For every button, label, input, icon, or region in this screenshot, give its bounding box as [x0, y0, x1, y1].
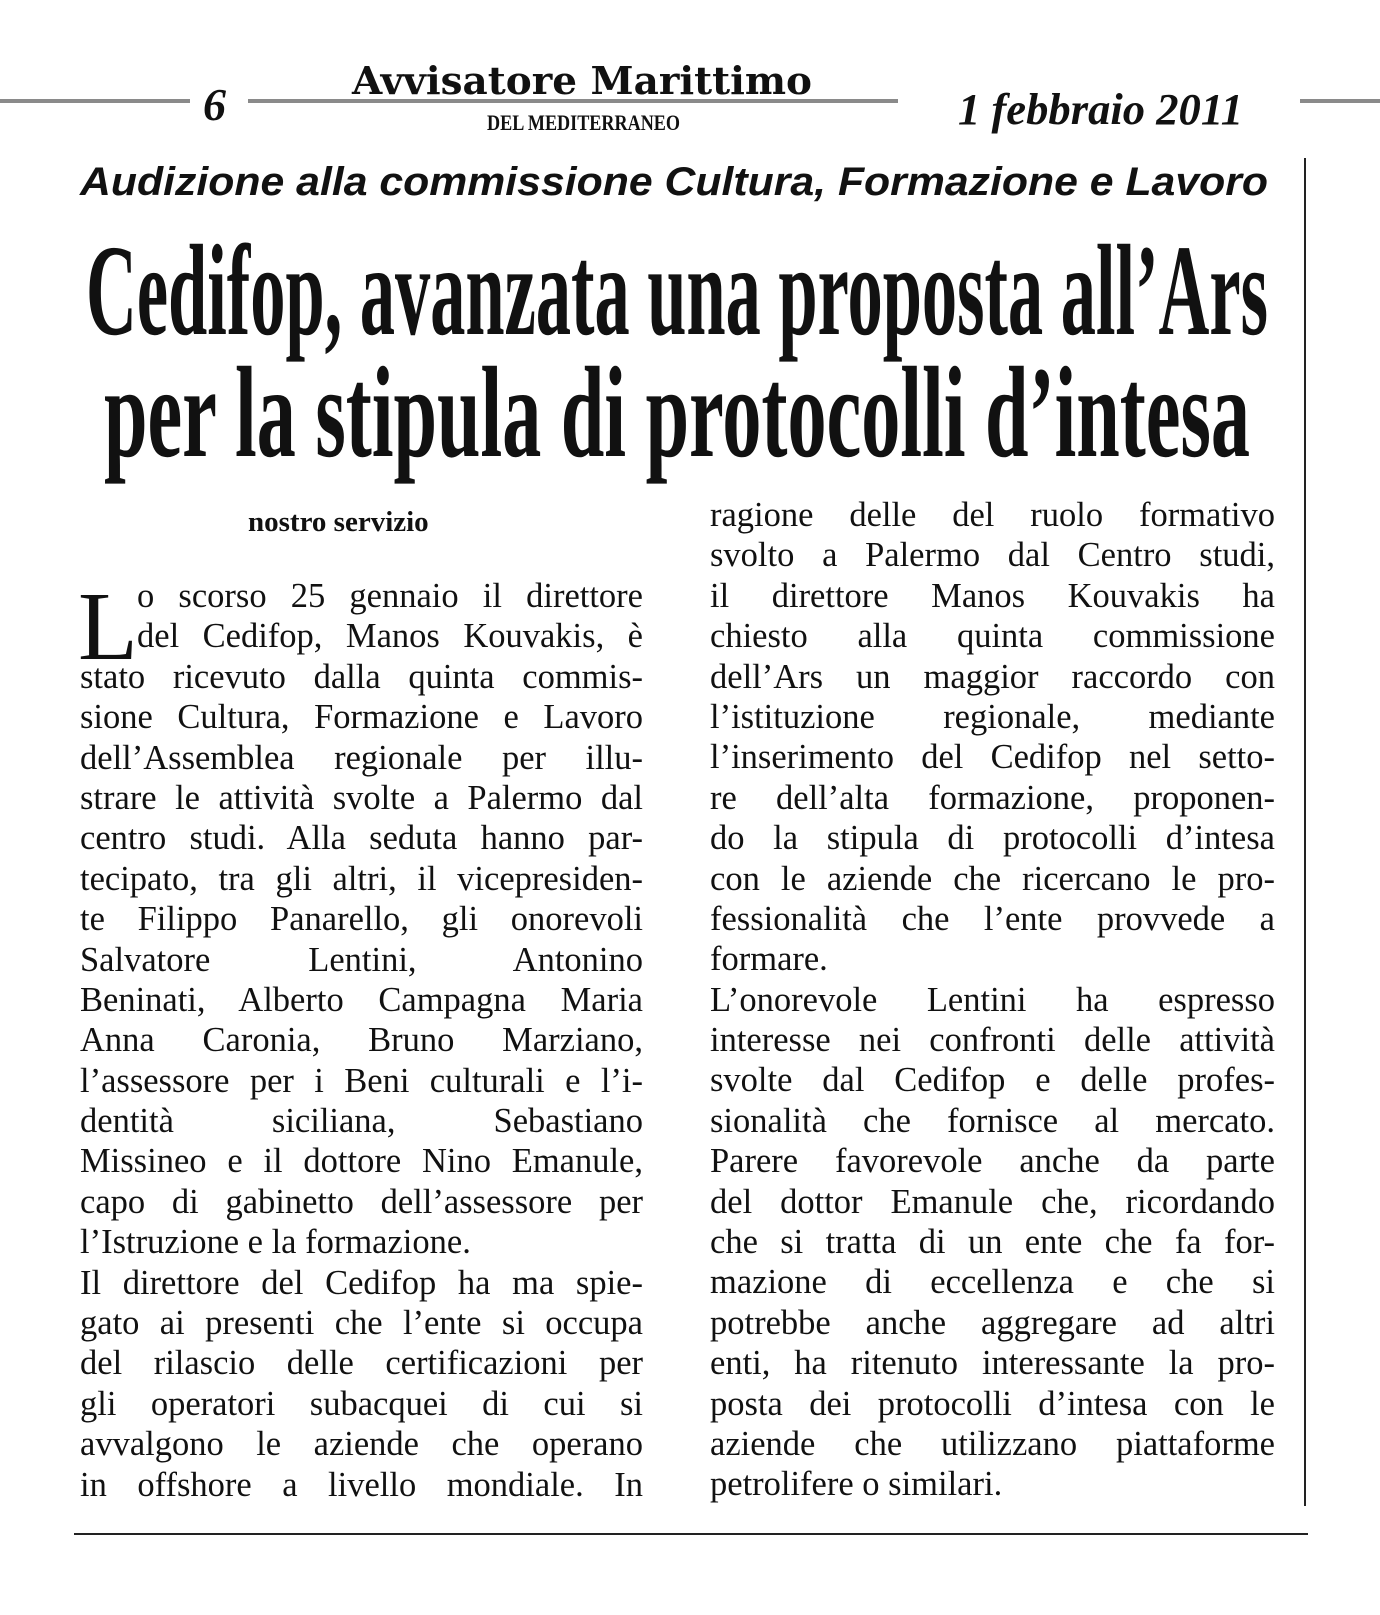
- text-line: stato ricevuto dalla quinta commis-: [80, 657, 643, 696]
- text-line: posta dei protocolli d’intesa con le: [710, 1384, 1275, 1423]
- text-line: do la stipula di protocolli d’intesa: [710, 819, 1275, 858]
- text-line: del Cedifop, Manos Kouvakis, è: [137, 617, 643, 656]
- byline: nostro servizio: [248, 506, 429, 538]
- text-line: Parere favorevole anche da parte: [710, 1142, 1275, 1181]
- text-line: chiesto alla quinta commissione: [710, 617, 1275, 656]
- text-line: che si tratta di un ente che fa for-: [710, 1223, 1275, 1262]
- text-line: gli operatori subacquei di cui si: [80, 1384, 643, 1423]
- text-line: svolto a Palermo dal Centro studi,: [710, 536, 1275, 575]
- text-line: il direttore Manos Kouvakis ha: [710, 576, 1275, 615]
- text-line: del dottor Emanule che, ricordando: [710, 1182, 1275, 1221]
- text-line: in offshore a livello mondiale. In: [80, 1465, 643, 1504]
- text-line: Il direttore del Cedifop ha ma spie-: [80, 1263, 643, 1302]
- text-line: gato ai presenti che l’ente si occupa: [80, 1304, 643, 1343]
- text-line: L’onorevole Lentini ha espresso: [710, 980, 1275, 1019]
- headline-line-2: per la stipula di protocolli d’intesa: [104, 341, 1250, 485]
- text-line: Missineo e il dottore Nino Emanule,: [80, 1142, 643, 1181]
- text-line: Anna Caronia, Bruno Marziano,: [80, 1021, 643, 1060]
- text-line: re dell’alta formazione, proponen-: [710, 778, 1275, 817]
- issue-date: 1 febbraio 2011: [958, 85, 1243, 134]
- text-line: mazione di eccellenza e che si: [710, 1263, 1275, 1302]
- header-rule-left: [0, 99, 190, 103]
- masthead-title: Avvisatore Marittimo: [352, 58, 812, 103]
- text-line: fessionalità che l’ente provvede a: [710, 899, 1275, 938]
- text-line: sionalità che fornisce al mercato.: [710, 1101, 1275, 1140]
- text-line: formare.: [710, 940, 828, 979]
- header-rule-right: [1300, 99, 1380, 103]
- masthead-subtitle: DEL MEDITERRANEO: [487, 110, 680, 135]
- text-line: sione Cultura, Formazione e Lavoro: [80, 698, 643, 737]
- text-line: Salvatore Lentini, Antonino: [80, 940, 643, 979]
- text-line: dell’Assemblea regionale per illu-: [80, 738, 643, 777]
- text-line: capo di gabinetto dell’assessore per: [80, 1182, 643, 1221]
- page-number: 6: [203, 79, 226, 130]
- text-line: ragione delle del ruolo formativo: [710, 496, 1275, 534]
- article-column-2: [710, 495, 1275, 1505]
- text-line: o scorso 25 gennaio il direttore: [137, 577, 643, 615]
- bottom-rule: [74, 1533, 1308, 1535]
- text-line: strare le attività svolte a Palermo dal: [80, 778, 643, 817]
- text-line: tecipato, tra gli altri, il vicepresiden-: [80, 859, 643, 898]
- text-line: centro studi. Alla seduta hanno par-: [80, 819, 643, 858]
- text-line: te Filippo Panarello, gli onorevoli: [80, 900, 643, 939]
- text-line: l’assessore per i Beni culturali e l’i-: [80, 1061, 643, 1100]
- drop-cap: L: [78, 573, 138, 681]
- text-line: aziende che utilizzano piattaforme: [710, 1424, 1275, 1463]
- text-line: dentità siciliana, Sebastiano: [80, 1102, 643, 1141]
- text-line: l’inserimento del Cedifop nel setto-: [710, 738, 1275, 777]
- text-line: enti, ha ritenuto interessante la pro-: [710, 1344, 1275, 1383]
- text-line: svolte dal Cedifop e delle profes-: [710, 1061, 1275, 1100]
- column-divider: [1304, 158, 1306, 1506]
- text-line: potrebbe anche aggregare ad altri: [710, 1303, 1275, 1342]
- text-line: l’istituzione regionale, mediante: [710, 697, 1275, 736]
- text-line: del rilascio delle certificazioni per: [80, 1344, 643, 1383]
- text-line: petrolifere o similari.: [710, 1465, 1003, 1504]
- text-line: Beninati, Alberto Campagna Maria: [80, 980, 643, 1019]
- text-line: interesse nei confronti delle attività: [710, 1021, 1275, 1060]
- text-line: avvalgono le aziende che operano: [80, 1425, 643, 1464]
- article-column-1: [78, 573, 643, 1505]
- text-line: dell’Ars un maggior raccordo con: [710, 657, 1275, 696]
- text-line: con le aziende che ricercano le pro-: [710, 859, 1275, 898]
- text-line: l’Istruzione e la formazione.: [80, 1223, 471, 1262]
- headline-line-1: Cedifop, avanzata una proposta all’Ars: [86, 219, 1268, 363]
- article-kicker: Audizione alla commissione Cultura, Formazione e Lavoro: [80, 160, 1268, 204]
